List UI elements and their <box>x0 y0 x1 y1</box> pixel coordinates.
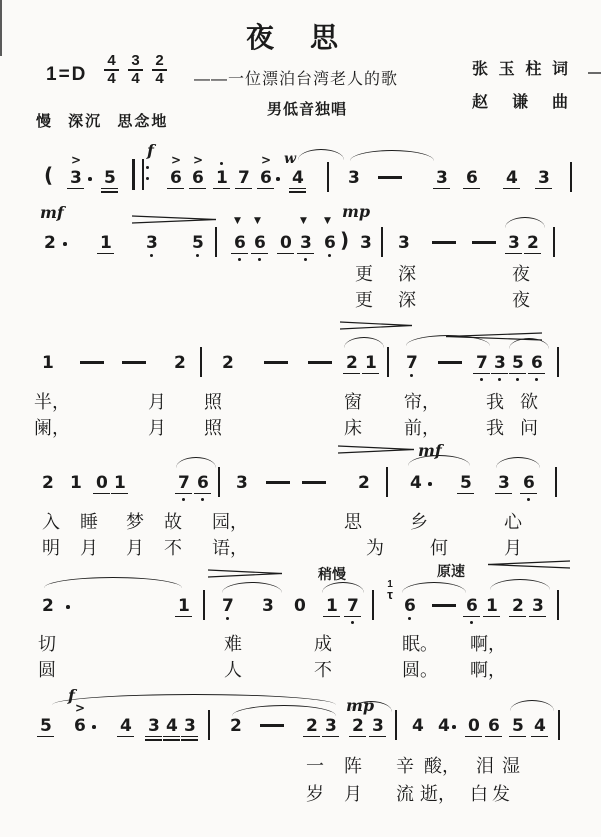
meter-change-symbol: 1 τ <box>387 579 393 602</box>
dynamic-mark: mp <box>346 696 375 715</box>
decrescendo-hairpin <box>208 569 282 578</box>
lyric-syllable: 更 <box>355 264 373 284</box>
low-octave-dot <box>535 378 538 381</box>
lyric-syllable: 啊， <box>470 634 506 654</box>
meter-denominator: 4 <box>152 69 167 87</box>
note: > 6 <box>260 168 274 186</box>
low-octave-dot <box>470 621 473 624</box>
lyric-syllable: 欲 <box>520 392 538 412</box>
time-signature <box>104 53 119 87</box>
lyric-syllable: 辛 <box>396 756 414 776</box>
lyric-syllable: 深 <box>398 290 416 310</box>
note: 7 <box>406 353 420 371</box>
sustain-dash <box>378 176 402 179</box>
low-octave-dot <box>408 617 411 620</box>
low-octave-dot <box>201 498 204 501</box>
note: 3 <box>498 473 512 491</box>
lyric-syllable: 明 <box>42 538 60 558</box>
note: > 6 <box>192 168 206 186</box>
note: 7 <box>222 596 236 614</box>
lyric-syllable: 照 <box>204 418 222 438</box>
lyric-syllable: 白 <box>470 784 488 804</box>
note: 2 <box>512 596 526 614</box>
dynamic-mark: mf <box>418 441 442 460</box>
barline <box>218 467 220 497</box>
lyric-syllable: 不 <box>164 538 182 558</box>
augmentation-dot <box>428 482 432 486</box>
lyric-syllable: 酸， <box>424 756 460 776</box>
augmentation-dot <box>452 725 456 729</box>
scan-artifact <box>588 72 601 74</box>
sustain-dash <box>432 241 456 244</box>
note: 4 <box>534 716 548 734</box>
sustain-dash <box>122 361 146 364</box>
low-octave-dot <box>351 621 354 624</box>
meter-numerator: 4 <box>107 52 116 69</box>
low-octave-dot <box>238 258 241 261</box>
barline <box>215 227 217 257</box>
note: 1 <box>114 473 128 491</box>
dynamic-mark: mf <box>40 203 64 222</box>
note: 2 <box>222 353 234 373</box>
sustain-dash <box>266 481 290 484</box>
note: 1 <box>70 473 82 493</box>
lyric-syllable: 乡 <box>410 512 428 532</box>
meter-numerator: 3 <box>131 52 140 69</box>
triangle-accent-icon: ▼ <box>324 216 331 226</box>
note: 4 <box>506 168 520 186</box>
note: > 6 <box>170 168 184 186</box>
lyric-syllable: 为 <box>366 538 384 558</box>
decrescendo-hairpin <box>132 215 216 224</box>
note: 1 <box>100 233 114 251</box>
lyric-syllable: 睡 <box>80 512 98 532</box>
lyric-syllable: 阵 <box>344 756 362 776</box>
barline <box>555 467 557 497</box>
note: 3 <box>538 168 552 186</box>
lyric-syllable: 入 <box>42 512 60 532</box>
sustain-dash <box>302 481 326 484</box>
note: 3 <box>262 596 274 616</box>
note: 6 <box>466 168 480 186</box>
low-octave-dot <box>516 378 519 381</box>
barline <box>395 710 397 740</box>
note: 3 <box>494 353 508 371</box>
low-octave-dot <box>328 254 331 257</box>
lyric-syllable: 眠。 <box>402 634 438 654</box>
dynamic-mark: mp <box>342 202 371 221</box>
note: > 3 <box>70 168 84 186</box>
high-octave-dot <box>220 162 223 165</box>
composer-credit: 赵谦曲 <box>472 94 568 111</box>
note: 5 <box>512 353 526 371</box>
lyric-syllable: 一 <box>306 756 324 776</box>
sustain-dash <box>260 724 284 727</box>
low-octave-dot <box>258 258 261 261</box>
barline <box>208 710 210 740</box>
augmentation-dot <box>66 605 70 609</box>
low-octave-dot <box>150 254 153 257</box>
note: 6 <box>404 596 418 614</box>
meter-numerator: 2 <box>155 52 164 69</box>
barline <box>327 162 329 192</box>
lyric-syllable: 梦 <box>126 512 144 532</box>
note: 2 <box>174 353 186 373</box>
time-signature <box>128 53 143 87</box>
slur <box>232 705 336 716</box>
slur <box>350 150 434 161</box>
note: 2 <box>352 716 366 734</box>
lyric-syllable: 语， <box>212 538 248 558</box>
mordent-icon: w <box>284 151 297 167</box>
lyric-syllable: 深 <box>398 264 416 284</box>
note: ▼ 6 <box>324 233 338 251</box>
accent-icon: > <box>261 153 272 167</box>
lyricist-credit: 张玉柱词 <box>472 61 568 78</box>
low-octave-dot <box>480 378 483 381</box>
scan-artifact <box>0 0 2 56</box>
slur <box>496 457 540 468</box>
lyric-syllable: 更 <box>355 290 373 310</box>
note: 4 <box>292 168 306 186</box>
note: 2 <box>527 233 541 251</box>
lyric-syllable: 逝， <box>420 784 456 804</box>
note: 7 <box>476 353 490 371</box>
slur <box>505 217 545 228</box>
lyric-syllable: 成 <box>314 634 332 654</box>
note: 6 <box>488 716 502 734</box>
note: 0 <box>96 473 110 491</box>
barline <box>200 347 202 377</box>
lyric-syllable: 流 <box>396 784 414 804</box>
note: 6 <box>531 353 545 371</box>
sustain-dash <box>432 604 456 607</box>
barline <box>386 467 388 497</box>
meter-denominator: 4 <box>128 69 143 87</box>
augmentation-dot <box>276 177 280 181</box>
lyric-syllable: 前， <box>404 418 440 438</box>
note: 7 <box>178 473 192 491</box>
lyric-syllable: 园， <box>212 512 248 532</box>
subtitle: ——一位漂泊台湾老人的歌 <box>194 71 399 88</box>
lyric-syllable: 难 <box>224 634 242 654</box>
lyric-syllable: 帘， <box>404 392 440 412</box>
slur <box>344 337 384 348</box>
note: 0 <box>294 596 306 616</box>
note: 1 <box>486 596 500 614</box>
note: 2 <box>42 596 54 616</box>
low-octave-dot <box>527 498 530 501</box>
crescendo-hairpin <box>488 560 570 569</box>
note: 4 <box>120 716 134 734</box>
slur <box>490 579 550 590</box>
low-octave-dot <box>410 374 413 377</box>
sustain-dash <box>472 241 496 244</box>
note: 3 <box>508 233 522 251</box>
tempo-mark: 稍慢 <box>318 566 346 582</box>
accent-icon: > <box>71 153 82 167</box>
note: 6 <box>523 473 537 491</box>
tempo-expression: 慢 深沉 思念地 <box>36 113 169 130</box>
accent-icon: > <box>75 701 86 715</box>
note: 3 <box>372 716 386 734</box>
note: 2 <box>230 716 242 736</box>
voice-type-label: 男低音独唱 <box>267 101 348 118</box>
decrescendo-hairpin <box>340 321 412 330</box>
repeat-sign <box>132 159 144 190</box>
lyric-syllable: 故 <box>164 512 182 532</box>
lyric-syllable: 阑， <box>34 418 70 438</box>
note: 3 <box>436 168 450 186</box>
barline <box>381 227 383 257</box>
augmentation-dot <box>88 177 92 181</box>
note: 4 <box>438 716 450 736</box>
slur <box>298 149 344 160</box>
lyric-syllable: 不 <box>314 660 332 680</box>
lyric-syllable: 夜 <box>512 290 530 310</box>
note: 2 <box>42 473 54 493</box>
lyric-syllable: 问 <box>520 418 538 438</box>
sustain-dash <box>308 361 332 364</box>
meter-denominator: 4 <box>104 69 119 87</box>
lyric-syllable: 泪 <box>476 756 494 776</box>
low-octave-dot <box>304 258 307 261</box>
note: 5 <box>40 716 54 734</box>
low-octave-dot <box>498 378 501 381</box>
lyric-syllable: 岁 <box>306 784 324 804</box>
tempo-mark: 原速 <box>437 563 465 579</box>
lyric-syllable: 圆。 <box>402 660 438 680</box>
note: 1 <box>326 596 340 614</box>
triangle-accent-icon: ▼ <box>234 216 241 226</box>
note: 3 <box>360 233 372 253</box>
sustain-dash <box>264 361 288 364</box>
lyric-syllable: 湿 <box>502 756 520 776</box>
parenthesis: ) <box>340 228 350 252</box>
note: 3 <box>398 233 410 253</box>
note: 6 <box>466 596 480 614</box>
lyric-syllable: 月 <box>504 538 522 558</box>
slur <box>510 700 554 711</box>
lyric-syllable: 床 <box>344 418 362 438</box>
lyric-syllable: 心 <box>504 512 522 532</box>
note: 2 <box>44 233 56 253</box>
note: 3 <box>532 596 546 614</box>
note: > 6 <box>74 701 86 736</box>
note: 3 <box>348 168 360 188</box>
accent-icon: > <box>171 153 182 167</box>
note: 0 <box>468 716 482 734</box>
lyric-syllable: 半， <box>34 392 70 412</box>
note: 3 <box>184 716 198 734</box>
lyric-syllable: 何 <box>430 538 448 558</box>
dynamic-mark: f <box>68 686 75 705</box>
note: 7 <box>238 168 252 186</box>
note: 2 <box>358 473 370 493</box>
lyric-syllable: 切 <box>38 634 56 654</box>
slur <box>402 582 466 593</box>
barline <box>570 162 572 192</box>
triangle-accent-icon: ▼ <box>300 216 307 226</box>
barline <box>557 347 559 377</box>
note: 1 <box>216 168 230 186</box>
parenthesis: ( <box>44 163 54 187</box>
sustain-dash <box>438 361 462 364</box>
note: 6 <box>197 473 211 491</box>
note: 7 <box>347 596 361 614</box>
low-octave-dot <box>182 498 185 501</box>
sustain-dash <box>80 361 104 364</box>
note: 3 <box>148 716 162 734</box>
slur <box>44 577 182 588</box>
lyric-syllable: 月 <box>80 538 98 558</box>
augmentation-dot <box>63 242 67 246</box>
lyric-syllable: 月 <box>148 418 166 438</box>
lyric-syllable: 人 <box>224 660 242 680</box>
lyric-syllable: 我 <box>486 418 504 438</box>
time-signature <box>152 53 167 87</box>
barline <box>372 590 374 620</box>
note: ▼ 6 <box>234 233 248 251</box>
note: 5 <box>460 473 474 491</box>
barline <box>387 347 389 377</box>
note: 0 <box>280 233 294 251</box>
lyric-syllable: 月 <box>344 784 362 804</box>
triangle-accent-icon: ▼ <box>254 216 261 226</box>
lyric-syllable: 我 <box>486 392 504 412</box>
lyric-syllable: 月 <box>148 392 166 412</box>
note: 2 <box>346 353 360 371</box>
note: 4 <box>410 473 422 493</box>
note: ▼ 3 <box>300 233 314 251</box>
note: ▼ 6 <box>254 233 268 251</box>
note: 4 <box>166 716 180 734</box>
slur <box>52 694 336 705</box>
lyric-syllable: 夜 <box>512 264 530 284</box>
lyric-syllable: 窗 <box>344 392 362 412</box>
barline <box>203 590 205 620</box>
barline <box>553 227 555 257</box>
note: 3 <box>236 473 248 493</box>
barline <box>557 590 559 620</box>
lyric-syllable: 月 <box>126 538 144 558</box>
note: 3 <box>325 716 339 734</box>
key-signature: 1=D <box>46 64 88 85</box>
lyric-syllable: 啊， <box>470 660 506 680</box>
note: 1 <box>42 353 54 373</box>
lyric-syllable: 圆 <box>38 660 56 680</box>
dynamic-mark: f <box>147 141 154 160</box>
augmentation-dot <box>92 725 96 729</box>
lyric-syllable: 发 <box>492 784 510 804</box>
note: 4 <box>412 716 424 736</box>
slur <box>222 582 282 593</box>
low-octave-dot <box>226 617 229 620</box>
note: 3 <box>146 233 160 251</box>
note: 5 <box>104 168 118 186</box>
barline <box>558 710 560 740</box>
note: 2 <box>306 716 320 734</box>
note: 1 <box>365 353 379 371</box>
lyric-syllable: 照 <box>204 392 222 412</box>
decrescendo-hairpin <box>338 445 414 454</box>
note: 5 <box>512 716 526 734</box>
song-title: 夜思 <box>246 22 375 53</box>
time-signatures <box>104 53 167 87</box>
slur <box>176 457 216 468</box>
low-octave-dot <box>196 254 199 257</box>
note: 5 <box>192 233 206 251</box>
accent-icon: > <box>193 153 204 167</box>
note: 1 <box>178 596 192 614</box>
lyric-syllable: 思 <box>344 512 362 532</box>
